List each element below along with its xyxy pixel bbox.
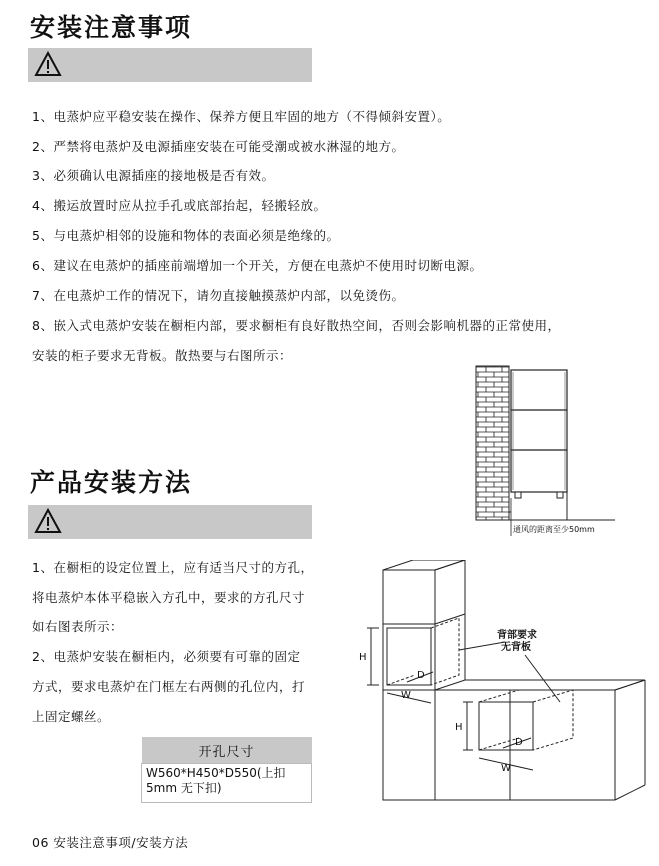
method-item: 如右图表所示： <box>32 619 124 634</box>
method-item: 方式，要求电蒸炉在门框左右两侧的孔位内，打 <box>32 679 306 694</box>
warning-bar <box>28 505 312 539</box>
note-item: 7、在电蒸炉工作的情况下，请勿直接触摸蒸炉内部，以免烫伤。 <box>32 288 405 303</box>
depth-label: D <box>417 670 425 681</box>
table-header: 开孔尺寸 <box>142 737 312 764</box>
back-note-line1: 背部要求 <box>497 630 537 641</box>
method-item: 将电蒸炉本体平稳嵌入方孔中，要求的方孔尺寸 <box>32 590 306 605</box>
brick-wall <box>476 366 509 520</box>
note-item: 3、必须确认电源插座的接地极是否有效。 <box>32 168 275 183</box>
warning-icon <box>34 508 62 534</box>
warning-icon <box>34 51 62 77</box>
note-item: 4、搬运放置时应从拉手孔或底部抬起，轻搬轻放。 <box>32 198 327 213</box>
back-note-line2: 无背板 <box>501 642 531 653</box>
note-item: 安装的柜子要求无背板。散热要与右图所示： <box>32 348 293 363</box>
width-label: W <box>501 763 511 774</box>
note-item: 5、与电蒸炉相邻的设施和物体的表面必须是绝缘的。 <box>32 228 340 243</box>
cutout-size-table <box>141 737 312 803</box>
warning-bar <box>28 48 312 82</box>
method-item: 2、电蒸炉安装在橱柜内，必须要有可靠的固定 <box>32 649 301 664</box>
note-item: 2、严禁将电蒸炉及电源插座安装在可能受潮或被水淋湿的地方。 <box>32 139 405 154</box>
note-item: 6、建议在电蒸炉的插座前端增加一个开关，方便在电蒸炉不使用时切断电源。 <box>32 258 483 273</box>
method-item: 1、在橱柜的设定位置上，应有适当尺寸的方孔， <box>32 560 314 575</box>
ventilation-label: 通风的距离至少50mm <box>513 525 595 534</box>
table-value: W560*H450*D550(上扣5mm 无下扣) <box>142 764 312 803</box>
section-title-install-method: 产品安装方法 <box>30 468 193 497</box>
cabinet-outline <box>511 370 567 492</box>
ventilation-diagram <box>470 362 615 538</box>
height-label: H <box>359 652 367 663</box>
cabinet-installation-diagram <box>355 560 655 820</box>
note-item: 1、电蒸炉应平稳安装在操作、保养方便且牢固的地方（不得倾斜安置）。 <box>32 109 451 124</box>
depth-label: D <box>515 737 523 748</box>
method-item: 上固定螺丝。 <box>32 709 111 724</box>
note-item: 8、嵌入式电蒸炉安装在橱柜内部，要求橱柜有良好散热空间，否则会影响机器的正常使用， <box>32 318 561 333</box>
width-label: W <box>401 690 411 701</box>
page-footer: 06 安装注意事项/安装方法 <box>32 835 189 850</box>
section-title-install-notes: 安装注意事项 <box>30 13 193 42</box>
height-label: H <box>455 722 463 733</box>
